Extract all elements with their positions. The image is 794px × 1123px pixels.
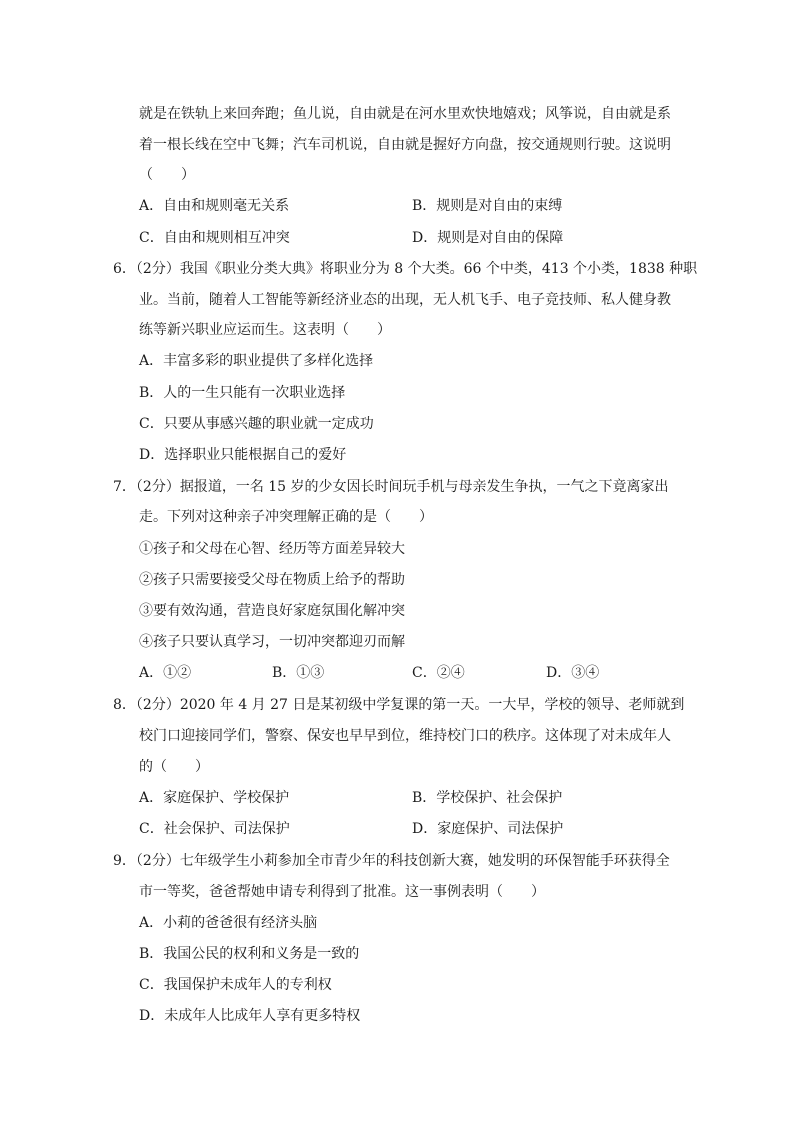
q7-stem-line-2: 走。下列对这种亲子冲突理解正确的是（ ）: [139, 509, 433, 525]
q6-option-d[interactable]: D．选择职业只能根据自己的爱好: [139, 447, 347, 463]
q6-stem-line-3: 练等新兴职业应运而生。这表明（ ）: [139, 322, 391, 338]
q9-stem-line-2: 市一等奖，爸爸帮她申请专利得到了批准。这一事例表明（ ）: [139, 884, 545, 900]
q9-option-d[interactable]: D．未成年人比成年人享有更多特权: [139, 1008, 361, 1024]
q6-stem-line-1: 6．（2分）我国《职业分类大典》将职业分为 8 个大类。66 个中类，413 个小类，1838 种职: [113, 261, 698, 277]
q9-option-a[interactable]: A．小莉的爸爸很有经济头脑: [139, 915, 318, 931]
q8-stem-line-2: 校门口迎接同学们，警察、保安也早早到位，维持校门口的秩序。这体现了对未成年人: [139, 728, 671, 744]
q7-statement-2: ②孩子只需要接受父母在物质上给予的帮助: [139, 572, 405, 588]
q8-option-d[interactable]: D．家庭保护、司法保护: [412, 821, 564, 837]
q5-option-d[interactable]: D．规则是对自由的保障: [412, 230, 564, 246]
q9-stem-line-1: 9．（2分）七年级学生小莉参加全市青少年的科技创新大赛，她发明的环保智能手环获得全: [113, 853, 670, 869]
q7-option-a[interactable]: A．①②: [139, 665, 192, 681]
q7-option-b[interactable]: B．①③: [272, 665, 325, 681]
q7-statement-3: ③要有效沟通，营造良好家庭氛围化解冲突: [139, 603, 405, 619]
q8-option-a[interactable]: A．家庭保护、学校保护: [139, 790, 290, 806]
q6-option-a[interactable]: A．丰富多彩的职业提供了多样化选择: [139, 353, 374, 369]
q5-option-c[interactable]: C．自由和规则相互冲突: [139, 230, 290, 246]
q5-option-a[interactable]: A．自由和规则毫无关系: [139, 198, 290, 214]
q5-stem-line-2: 着一根长线在空中飞舞；汽车司机说，自由就是握好方向盘，按交通规则行驶。这说明: [139, 137, 671, 153]
q6-stem-line-2: 业。当前，随着人工智能等新经济业态的出现，无人机飞手、电子竞技师、私人健身教: [139, 292, 671, 308]
q8-stem-line-3: 的（ ）: [139, 759, 209, 775]
q6-option-c[interactable]: C．只要从事感兴趣的职业就一定成功: [139, 416, 374, 432]
q6-option-b[interactable]: B．人的一生只能有一次职业选择: [139, 385, 346, 401]
q7-statement-1: ①孩子和父母在心智、经历等方面差异较大: [139, 541, 405, 557]
q5-stem-line-1: 就是在铁轨上来回奔跑；鱼儿说，自由就是在河水里欢快地嬉戏；风筝说，自由就是系: [139, 106, 671, 122]
q7-option-c[interactable]: C．②④: [412, 665, 465, 681]
q8-stem-line-1: 8．（2分）2020 年 4 月 27 日是某初级中学复课的第一天。一大早，学校的领导、老师就到: [113, 697, 685, 713]
q5-option-b[interactable]: B．规则是对自由的束缚: [412, 198, 563, 214]
q9-option-c[interactable]: C．我国保护未成年人的专利权: [139, 977, 332, 993]
q7-option-d[interactable]: D．③④: [546, 665, 600, 681]
q7-stem-line-1: 7．（2分）据报道，一名 15 岁的少女因长时间玩手机与母亲发生争执，一气之下竟离家出: [113, 479, 669, 495]
q7-statement-4: ④孩子只要认真学习，一切冲突都迎刃而解: [139, 634, 405, 650]
q9-option-b[interactable]: B．我国公民的权利和义务是一致的: [139, 946, 360, 962]
q8-option-b[interactable]: B．学校保护、社会保护: [412, 790, 563, 806]
q5-stem-line-3: （ ）: [139, 167, 195, 183]
q8-option-c[interactable]: C．社会保护、司法保护: [139, 821, 290, 837]
